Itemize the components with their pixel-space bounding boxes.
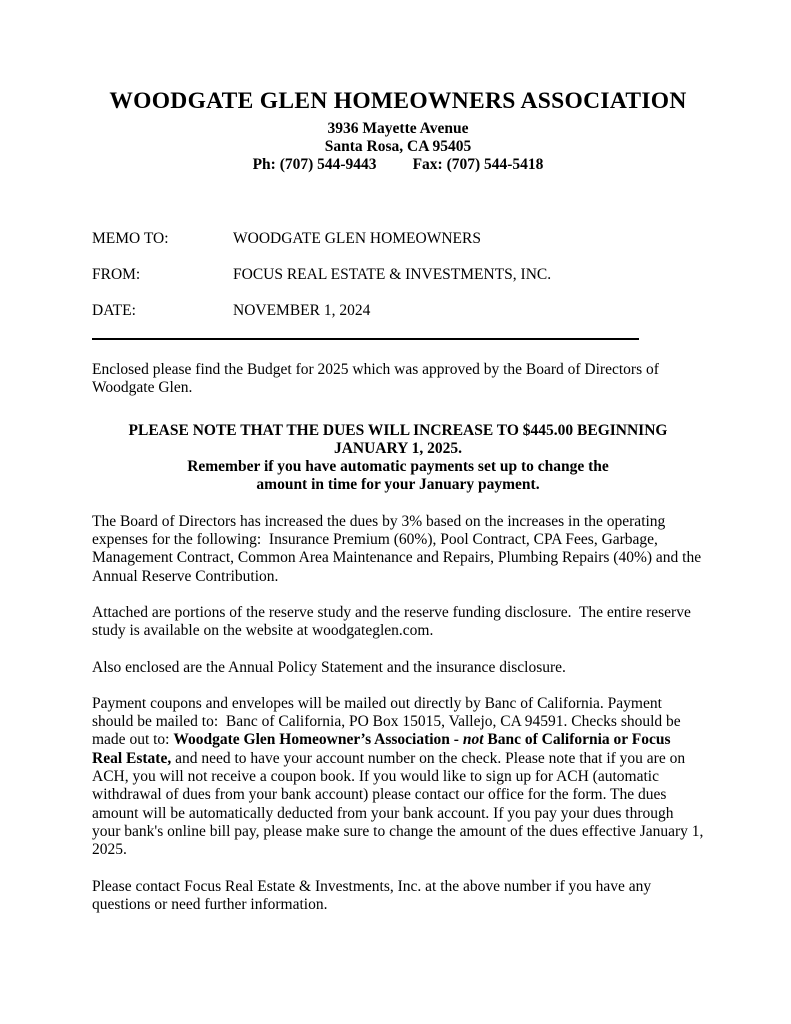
memo-from-row xyxy=(92,266,704,284)
payment-instructions-paragraph xyxy=(92,694,708,860)
reserve-study-paragraph: Attached are portions of the reserve study and the reserve funding disclosure. The entire reserve study is available on the website at woodgateglen.com. xyxy=(92,603,695,640)
dues-increase-notice xyxy=(92,422,704,495)
notice-line-1: PLEASE NOTE THAT THE DUES WILL INCREASE TO $445.00 BEGINNING xyxy=(128,421,668,439)
enclosures-paragraph: Also enclosed are the Annual Policy Statement and the insurance disclosure. xyxy=(92,658,566,676)
memo-to-label: MEMO TO: xyxy=(92,230,169,247)
memo-to-row xyxy=(92,230,704,248)
memo-divider-rule xyxy=(92,338,639,340)
notice-line-2: JANUARY 1, 2025. xyxy=(333,439,463,457)
payment-payee-bold: Woodgate Glen Homeowner’s Association xyxy=(173,731,450,749)
phone-fax-line xyxy=(92,156,704,174)
memo-date-label: DATE: xyxy=(92,302,136,319)
memo-from-label: FROM: xyxy=(92,266,141,283)
memo-date-value: NOVEMBER 1, 2024 xyxy=(233,302,371,319)
notice-line-4: amount in time for your January payment. xyxy=(256,476,540,494)
memo-to-value: WOODGATE GLEN HOMEOWNERS xyxy=(233,230,481,247)
memo-body xyxy=(92,361,708,914)
fax-number: Fax: (707) 544-5418 xyxy=(412,156,544,173)
payment-exclusion-bold: Banc of California or Focus Real Estate, xyxy=(92,731,675,767)
document-content xyxy=(92,88,708,914)
payment-segment-6: and need to have your account number on the check. Please note that if you are on ACH, you will not receive a coupon book. If you would like to sign up for ACH (automatic withdrawal of dues from your bank account) please contact our office for the form. The dues amount will be automatically deducted from your bank account. If you pay your dues through your bank's online bill pay, please make sure to change the amount of the dues effective January 1, 2025. xyxy=(92,749,708,859)
payment-not-bold-italic: not xyxy=(462,731,484,749)
closing-paragraph: Please contact Focus Real Estate & Investments, Inc. at the above number if you have any questions or need further information. xyxy=(92,877,655,913)
payment-dash-bold: - xyxy=(449,731,463,749)
notice-line-3: Remember if you have automatic payments set up to change the xyxy=(187,458,609,476)
letterhead xyxy=(92,88,704,174)
phone-number: Ph: (707) 544-9443 xyxy=(252,156,377,173)
memo-header-fields xyxy=(92,230,704,340)
address-street: 3936 Mayette Avenue xyxy=(327,120,469,137)
memo-from-value: FOCUS REAL ESTATE & INVESTMENTS, INC. xyxy=(233,266,552,283)
payment-segment-1: Payment coupons and envelopes will be mailed out directly by Banc of California. Payment should be mailed to: Banc of California, PO Box 15015, Vallejo, CA 94591. Checks should be made out to: xyxy=(92,694,685,749)
association-title: WOODGATE GLEN HOMEOWNERS ASSOCIATION xyxy=(109,88,687,114)
intro-paragraph: Enclosed please find the Budget for 2025 which was approved by the Board of Directors of Woodgate Glen. xyxy=(92,361,663,397)
dues-explanation-paragraph: The Board of Directors has increased the dues by 3% based on the increases in the operating expenses for the following: Insurance Premium (60%), Pool Contract, CPA Fees, Garbage, Management Contract, Common Area Maintenance and Repairs, Plumbing Repairs (40%) and the Annual Reserve Contribution. xyxy=(92,512,705,585)
memo-date-row xyxy=(92,302,704,320)
address-city-state-zip: Santa Rosa, CA 95405 xyxy=(324,138,472,155)
